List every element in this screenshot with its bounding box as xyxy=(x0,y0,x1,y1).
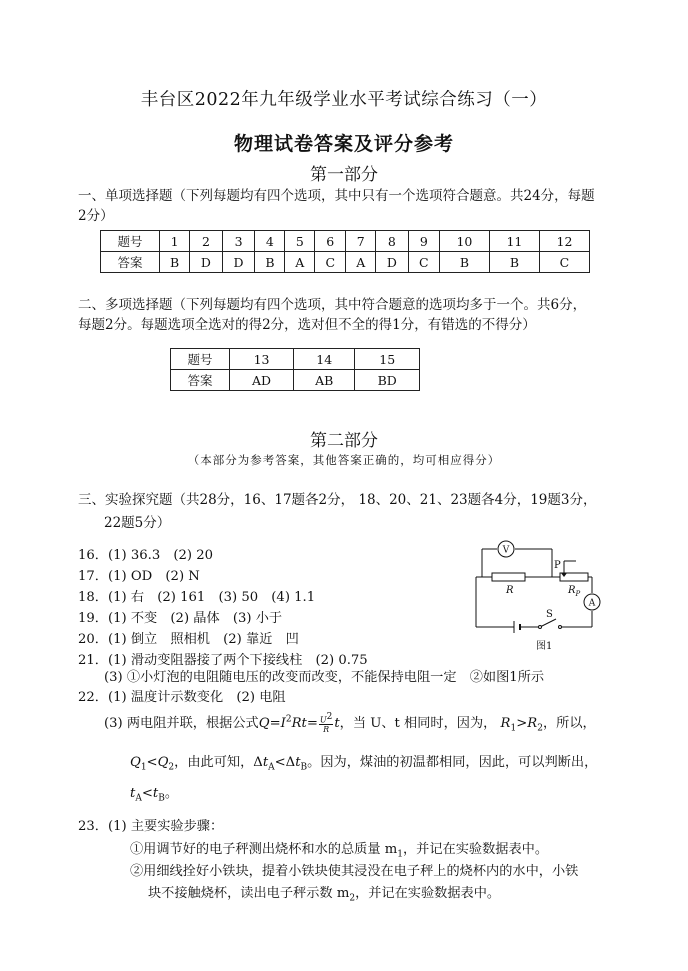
experiment-intro-1: 三、实验探究题（共28分，16、17题各2分， 18、20、21、23题各4分，19题3分， xyxy=(78,492,597,508)
multi-choice-table xyxy=(170,348,420,391)
answer-line-22: 22．(1) 温度计示数变化 (2) 电阻 xyxy=(78,690,286,705)
answer-line-22-3b: $Q_1<Q_2$，由此可知，$\Delta t_A<\Delta t_B$。因为，煤油的初温都相同，因此，可以判断出， xyxy=(130,755,598,773)
multi-choice-desc-2: 每题2分。每题选项全选对的得2分，选对但不全的得1分，有错选的不得分） xyxy=(78,317,536,333)
table-cell: 14 xyxy=(294,349,355,370)
table-cell: A xyxy=(285,252,315,273)
table-cell: 4 xyxy=(255,231,285,252)
ammeter-label: A xyxy=(588,598,596,609)
rheostat-label: $R_P$ xyxy=(568,585,581,598)
table-cell: 10 xyxy=(439,231,489,252)
table-cell: B xyxy=(439,252,489,273)
answer-line-23-step2: ②用细线拴好小铁块，提着小铁块使其浸没在电子秤上的烧杯内的水中，小铁 xyxy=(130,864,579,879)
answer-line-19: 19．(1) 不变 (2) 晶体 (3) 小于 xyxy=(78,611,283,626)
table-cell: 11 xyxy=(489,231,539,252)
table-row xyxy=(171,370,420,391)
table-cell: B xyxy=(255,252,285,273)
table-cell: 15 xyxy=(355,349,420,370)
voltmeter-label: V xyxy=(502,545,510,556)
experiment-intro-2: 22题5分） xyxy=(104,515,171,531)
table-cell: C xyxy=(315,252,346,273)
answer-line-16: 16．(1) 36.3 (2) 20 xyxy=(78,548,214,563)
single-choice-table xyxy=(100,230,590,273)
table-cell: 1 xyxy=(160,231,190,252)
part2-title: 第二部分 xyxy=(310,431,378,451)
table-row xyxy=(101,231,590,252)
table-cell: C xyxy=(539,252,589,273)
table-cell: 5 xyxy=(285,231,315,252)
table-row xyxy=(171,349,420,370)
figure-caption: 图1 xyxy=(536,641,553,652)
row-label: 题号 xyxy=(101,231,160,252)
page-title: 丰台区2022年九年级学业水平考试综合练习（一） xyxy=(140,90,548,110)
page-subtitle: 物理试卷答案及评分参考 xyxy=(233,133,454,155)
answer-line-23: 23．(1) 主要实验步骤： xyxy=(78,819,224,834)
single-choice-desc-1: 一、单项选择题（下列每题均有四个选项，其中只有一个选项符合题意。共24分，每题 xyxy=(78,188,595,204)
part2-note: （本部分为参考答案，其他答案正确的，均可相应得分） xyxy=(187,453,501,467)
table-row xyxy=(101,252,590,273)
multi-choice-desc-1: 二、多项选择题（下列每题均有四个选项，其中符合题意的选项均多于一个。共6分， xyxy=(78,297,587,313)
answer-line-20: 20．(1) 倒立 照相机 (2) 靠近 凹 xyxy=(78,632,299,647)
table-cell: B xyxy=(160,252,190,273)
table-cell: B xyxy=(489,252,539,273)
table-cell: D xyxy=(190,252,223,273)
answer-line-21: 21．(1) 滑动变阻器接了两个下接线柱 (2) 0.75 xyxy=(78,653,368,668)
circuit-diagram xyxy=(470,537,610,655)
table-cell: 2 xyxy=(190,231,223,252)
row-label: 答案 xyxy=(101,252,160,273)
table-cell: AB xyxy=(294,370,355,391)
switch-contact xyxy=(559,626,562,629)
table-cell: BD xyxy=(355,370,420,391)
table-cell: D xyxy=(222,252,255,273)
answer-line-17: 17．(1) OD (2) N xyxy=(78,569,200,584)
switch-label: S xyxy=(546,609,553,620)
table-cell: 7 xyxy=(346,231,376,252)
row-label: 题号 xyxy=(171,349,230,370)
resistor-label: R xyxy=(506,585,514,596)
table-cell: A xyxy=(346,252,376,273)
table-cell: AD xyxy=(230,370,294,391)
slider-label: P xyxy=(554,560,561,571)
table-cell: 8 xyxy=(376,231,409,252)
table-cell: 13 xyxy=(230,349,294,370)
answer-line-22-3: (3) 两电阻并联，根据公式$Q=I^2Rt=$ $\frac{U^2}{R}t$，当 U、t 相同时，因为， $R_1>R_2$，所以， xyxy=(104,711,596,735)
part1-title: 第一部分 xyxy=(310,165,378,185)
answer-line-22-3c: $t_A<t_B$。 xyxy=(130,786,178,804)
answer-line-23-step1: ①用调节好的电子秤测出烧杯和水的总质量 $m_1$，并记在实验数据表中。 xyxy=(130,842,549,860)
table-cell: C xyxy=(408,252,439,273)
switch-contact xyxy=(539,626,542,629)
single-choice-desc-2: 2分） xyxy=(78,208,114,224)
resistor xyxy=(492,573,525,581)
answer-line-21-3: (3) ①小灯泡的电阻随电压的改变而改变，不能保持电阻一定 ②如图1所示 xyxy=(104,670,545,685)
table-cell: 6 xyxy=(315,231,346,252)
table-cell: 12 xyxy=(539,231,589,252)
answer-line-18: 18．(1) 右 (2) 161 (3) 50 (4) 1.1 xyxy=(78,590,316,605)
table-cell: 3 xyxy=(222,231,255,252)
table-cell: 9 xyxy=(408,231,439,252)
table-cell: D xyxy=(376,252,409,273)
answer-line-23-step3: 块不接触烧杯，读出电子秤示数 $m_2$，并记在实验数据表中。 xyxy=(148,886,501,904)
row-label: 答案 xyxy=(171,370,230,391)
